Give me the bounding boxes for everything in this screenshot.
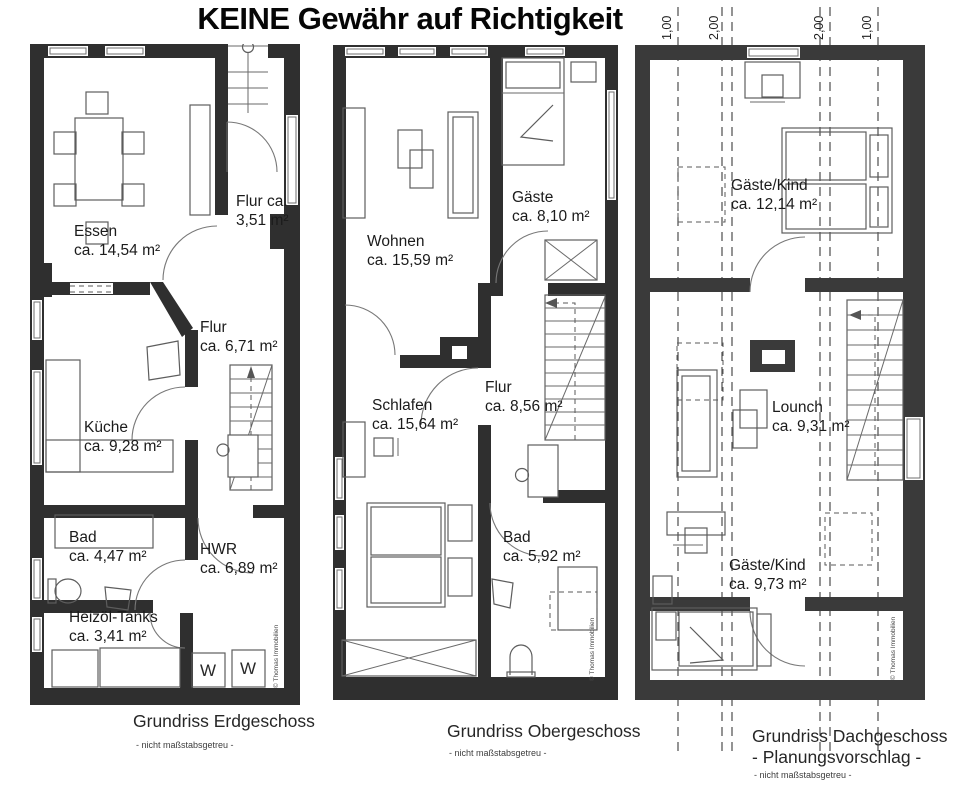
windows [335,47,616,610]
room-area: ca. 15,59 m² [367,252,454,269]
dimension-label-4: 1,00 [860,15,874,40]
room-name: Flur [200,319,227,336]
staircase-icon [847,300,903,480]
wardrobe-x-icon [545,240,597,280]
room-area: ca. 9,31 m² [772,418,850,435]
sofa-icon [448,112,478,218]
room-label-flur-klein [236,192,289,230]
room-area: ca. 9,28 m² [84,438,162,455]
room-label-hwr [200,540,278,578]
copyright-obergeschoss: © Thomas Immobilien [589,617,596,681]
desk-icon [745,62,800,102]
room-name: Gäste/Kind [729,557,806,574]
room-area: ca. 9,73 m² [729,576,807,593]
room-label-kueche [84,418,162,456]
washer-label-2: W [239,659,257,678]
room-label-bad-eg [69,528,147,566]
room-label-lounch [772,398,850,436]
caption-line-2: - Planungsvorschlag - [752,747,922,767]
room-name: Flur ca. [236,193,288,210]
room-area: ca. 6,89 m² [200,560,278,577]
room-area: ca. 8,10 m² [512,208,590,225]
room-label-flur-eg [200,318,278,356]
door-arcs [750,237,805,666]
note-dachgeschoss: - nicht maßstabsgetreu - [754,770,852,780]
room-area: ca. 8,56 m² [485,398,563,415]
toilet-icon [48,579,81,603]
room-name: Gäste/Kind [731,177,808,194]
room-area: ca. 12,14 m² [731,196,818,213]
single-bed-icon [652,608,771,670]
room-name: Wohnen [367,233,425,250]
room-area: 3,51 m² [236,212,289,229]
dimension-label-2: 2,00 [707,15,721,40]
note-erdgeschoss: - nicht maßstabsgetreu - [136,740,234,750]
room-area: ca. 5,92 m² [503,548,581,565]
note-obergeschoss: - nicht maßstabsgetreu - [449,748,547,758]
room-name: Schlafen [372,397,433,414]
room-label-gaeste [512,188,590,226]
room-label-gaeste-kind-2 [729,556,807,594]
dachgeschoss-plan [635,5,925,775]
room-area: ca. 4,47 m² [69,548,147,565]
staircase-icon [217,365,272,490]
dimension-label-1: 1,00 [660,15,674,40]
room-label-gaeste-kind-1 [731,176,817,214]
entrance-steps-icon [228,44,268,113]
room-name: Küche [84,419,128,436]
guest-bed-icon [502,58,596,165]
room-name: Bad [69,529,97,546]
caption-line-1: Grundriss Dachgeschoss [752,726,948,746]
obergeschoss-plan [333,45,618,700]
washer-label-1: W [199,661,217,680]
room-name: Essen [74,223,118,240]
page-title: KEINE Gewähr auf Richtigkeit [197,1,623,36]
copyright-dachgeschoss: © Thomas Immobilien [890,616,897,680]
room-name: Bad [503,529,531,546]
sideboard-icon [343,108,433,218]
wardrobe-x2-icon [342,640,476,676]
room-label-essen [74,222,160,260]
room-area: ca. 14,54 m² [74,242,161,259]
room-name: Heizöl-Tanks [69,609,158,626]
walls [30,44,300,705]
room-label-bad-og [503,528,581,566]
room-label-flur-og [485,378,563,416]
dashed-closet-icon [678,167,725,222]
room-area: ca. 6,71 m² [200,338,278,355]
room-name: HWR [200,541,238,558]
room-name: Flur [485,379,512,396]
room-name: Lounch [772,399,823,416]
sideboard-icon [190,105,210,215]
bath-fixtures-icon [492,567,597,677]
room-area: ca. 3,41 m² [69,628,147,645]
dimension-label-3: 2,00 [812,15,826,40]
room-label-wohnen [367,232,453,270]
copyright-erdgeschoss: © Thomas Immobilien [273,624,280,688]
caption-dachgeschoss [752,726,948,768]
room-name: Gäste [512,189,554,206]
room-area: ca. 15,64 m² [372,416,459,433]
oil-tanks-icon [52,648,180,687]
caption-obergeschoss: Grundriss Obergeschoss [447,721,641,741]
erdgeschoss-plan [30,44,300,705]
room-label-heizoel [69,608,158,646]
caption-erdgeschoss: Grundriss Erdgeschoss [133,711,315,731]
room-label-schlafen [372,396,458,434]
double-bed-icon [367,503,472,607]
roof-height-lines [678,7,878,753]
washing-machines-icon [192,650,265,687]
